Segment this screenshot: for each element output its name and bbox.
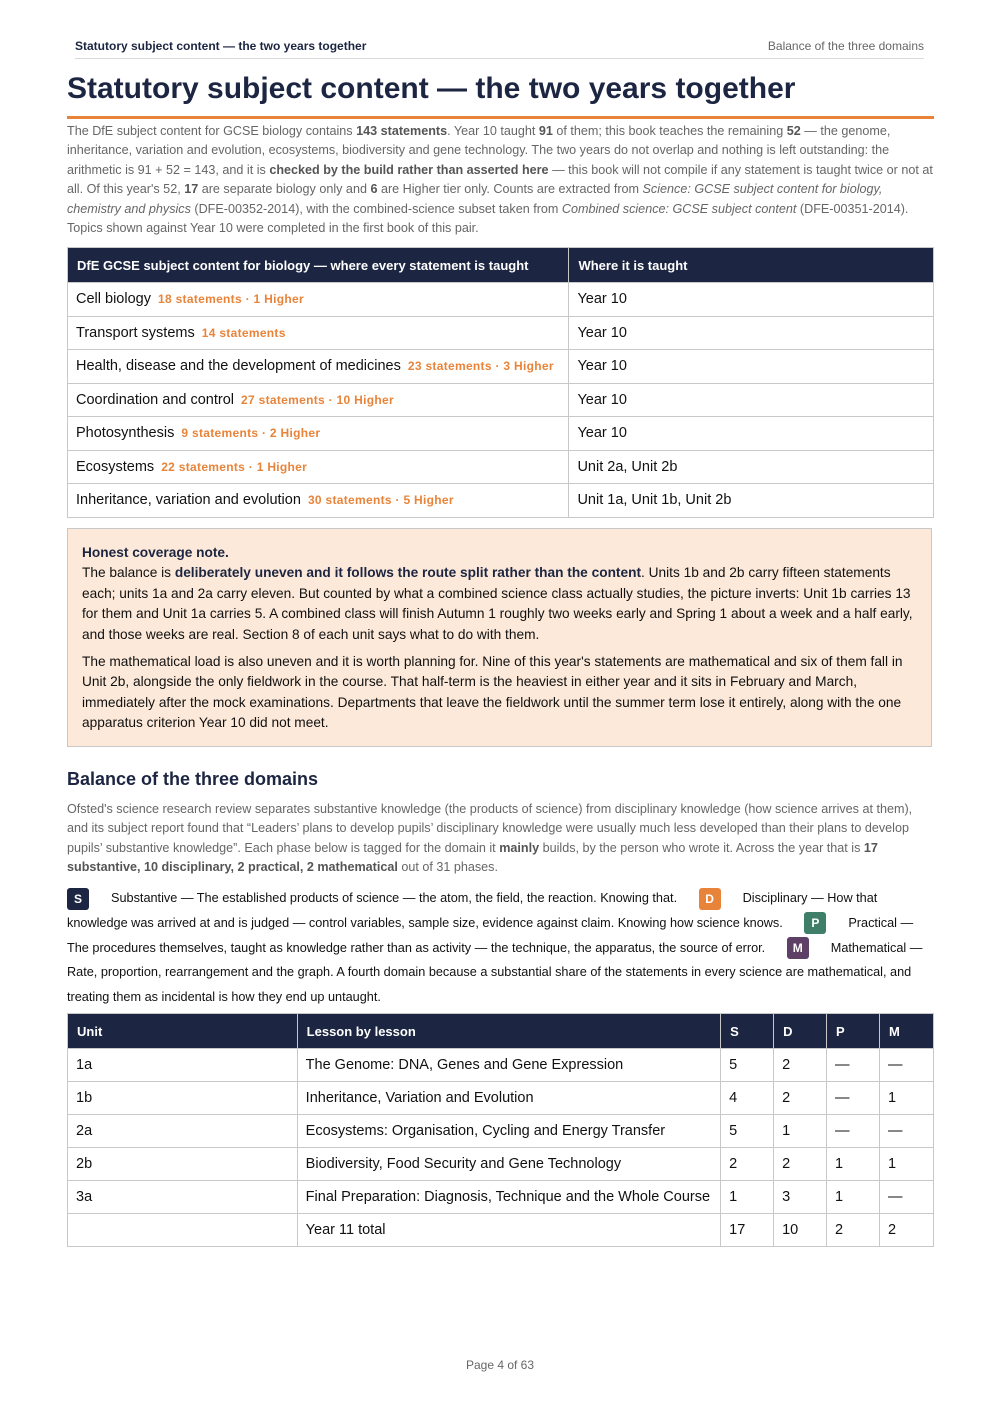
m-cell: 1: [879, 1148, 933, 1181]
table-row: [68, 1115, 934, 1148]
m-cell: 1: [879, 1082, 933, 1115]
topic-cell: [68, 383, 569, 417]
table-row: [68, 450, 934, 484]
intro-paragraph: The DfE subject content for GCSE biology contains 143 statements. Year 10 taught 91 of them; this book teaches the remaining 52 — the genome, inheritance, variation and evolution, ecosystems, biodiversity and gene technology. The two years do not overlap and nothing is left outstanding: the arithmetic is 91 + 52 = 143, and it is checked by the build rather than asserted here — this book will not compile if any statement is taught twice or not at all. Of this year's 52, 17 are separate biology only and 6 are Higher tier only. Counts are extracted from Science: GCSE subject content for biology, chemistry and physics (DFE-00352-2014), with the combined-science subset taken from Combined science: GCSE subject content (DFE-00351-2014). Topics shown against Year 10 were completed in the first book of this pair.: [67, 124, 933, 236]
s-cell: 4: [721, 1082, 774, 1115]
column-header-s: S: [721, 1014, 774, 1049]
p-cell: 1: [827, 1148, 880, 1181]
unit-cell: 2a: [68, 1115, 298, 1148]
p-cell: —: [827, 1082, 880, 1115]
table-row-total: [68, 1214, 934, 1247]
topic-cell: [68, 417, 569, 451]
d-cell: 2: [774, 1148, 827, 1181]
p-cell: 1: [827, 1181, 880, 1214]
running-header-right: Balance of the three domains: [767, 39, 924, 53]
legend-text: Practical — The procedures themselves, taught as knowledge rather than as activity — the technique, the apparatus, the source of error.: [67, 915, 914, 955]
lesson-cell: Year 11 total: [297, 1214, 720, 1247]
m-cell: —: [879, 1049, 933, 1082]
where-taught-cell: Year 10: [569, 350, 934, 384]
lesson-cell: Ecosystems: Organisation, Cycling and Energy Transfer: [297, 1115, 720, 1148]
unit-cell: 1a: [68, 1049, 298, 1082]
table-row: [68, 1049, 934, 1082]
table-row: [68, 350, 934, 384]
column-header-content: DfE GCSE subject content for biology — where every statement is taught: [68, 248, 569, 283]
page-title: Statutory subject content — the two years together: [67, 70, 934, 119]
substantive-badge-icon: S: [67, 888, 89, 910]
unit-cell: 1b: [68, 1082, 298, 1115]
domain-balance-table: [67, 1013, 934, 1247]
coverage-table: [67, 247, 934, 518]
topic-name: Inheritance, variation and evolution: [76, 492, 301, 509]
lesson-cell: Inheritance, Variation and Evolution: [297, 1082, 720, 1115]
table-row: [68, 1181, 934, 1214]
m-cell: —: [879, 1181, 933, 1214]
topic-cell: [68, 316, 569, 350]
callout-paragraph: The balance is deliberately uneven and it follows the route split rather than the content. Units 1b and 2b carry fifteen statements each; units 1a and 2a carry eleven. But counted by what a combined science class actually studies, the picture inverts: Unit 1b carries 13 for them and Unit 1a carries 5. A combined class will finish Autumn 1 roughly two weeks early and Spring 1 about a week and a half early, and those weeks are real. Section 8 of each unit says what to do with them.: [82, 565, 913, 642]
statement-count-tag: 22 statements · 1 Higher: [161, 459, 308, 474]
d-cell: 1: [774, 1115, 827, 1148]
topic-name: Transport systems: [76, 324, 195, 341]
table-row: [68, 484, 934, 518]
column-header-lesson: Lesson by lesson: [297, 1014, 720, 1049]
table-row: [68, 1148, 934, 1181]
statement-count-tag: 27 statements · 10 Higher: [241, 392, 394, 407]
topic-name: Cell biology: [76, 291, 151, 308]
where-taught-cell: Year 10: [569, 417, 934, 451]
mathematical-badge-icon: M: [787, 937, 809, 959]
s-cell: 17: [721, 1214, 774, 1247]
page-number: Page 4 of 63: [465, 1358, 535, 1372]
balance-table-header: [68, 1014, 934, 1049]
coverage-note-callout: [67, 528, 932, 747]
topic-name: Coordination and control: [76, 391, 234, 408]
disciplinary-badge-icon: D: [699, 888, 721, 910]
topic-cell: [68, 450, 569, 484]
m-cell: 2: [879, 1214, 933, 1247]
column-header-m: M: [879, 1014, 933, 1049]
p-cell: 2: [827, 1214, 880, 1247]
table-row: [68, 417, 934, 451]
running-header: [75, 37, 924, 59]
topic-cell: [68, 283, 569, 317]
table-row: [68, 1082, 934, 1115]
lesson-cell: Biodiversity, Food Security and Gene Technology: [297, 1148, 720, 1181]
unit-cell: 3a: [68, 1181, 298, 1214]
d-cell: 3: [774, 1181, 827, 1214]
column-header-p: P: [827, 1014, 880, 1049]
d-cell: 10: [774, 1214, 827, 1247]
legend-text: Disciplinary — How that knowledge was arrived at and is judged — control variables, sample size, evidence against claim. Knowing how science knows.: [67, 891, 878, 930]
topic-name: Ecosystems: [76, 458, 155, 475]
where-taught-cell: Year 10: [569, 383, 934, 417]
topic-cell: [68, 484, 569, 518]
legend-text: Mathematical — Rate, proportion, rearrangement and the graph. A fourth domain because a substantial share of the statements in every science are mathematical, and treating them as incidental is how they end up untaught.: [67, 940, 923, 1005]
statement-count-tag: 9 statements · 2 Higher: [181, 426, 321, 441]
p-cell: —: [827, 1115, 880, 1148]
column-header-unit: Unit: [68, 1014, 298, 1049]
where-taught-cell: Year 10: [569, 316, 934, 350]
review-paragraph: Ofsted's science research review separates substantive knowledge (the products of science) from disciplinary knowledge (how science arrives at them), and its subject report found that “Leaders’ plans to develop pupils’ disciplinary knowledge were usually much less developed than their plans to develop pupils’ substantive knowledge”. Each phase below is tagged for the domain it mainly builds, by the person who wrote it. Across the year that is 17 substantive, 10 disciplinary, 2 practical, 2 mathematical out of 31 phases.: [67, 802, 913, 875]
lesson-cell: The Genome: DNA, Genes and Gene Expression: [297, 1049, 720, 1082]
legend-item-substantive: [67, 891, 677, 905]
unit-cell: 2b: [68, 1148, 298, 1181]
statement-count-tag: 30 statements · 5 Higher: [307, 493, 454, 508]
legend-text: Substantive — The established products of science — the atom, the field, the reaction. Knowing that.: [111, 891, 678, 905]
m-cell: —: [879, 1115, 933, 1148]
statement-count-tag: 23 statements · 3 Higher: [407, 359, 554, 374]
section-heading: Balance of the three domains: [67, 769, 319, 789]
unit-cell: [68, 1214, 298, 1247]
where-taught-cell: Unit 1a, Unit 1b, Unit 2b: [569, 484, 934, 518]
column-header-where: Where it is taught: [569, 248, 934, 283]
domain-legend: [67, 886, 934, 1010]
where-taught-cell: Year 10: [569, 283, 934, 317]
topic-cell: [68, 350, 569, 384]
callout-paragraph: The mathematical load is also uneven and it is worth planning for. Nine of this year's statements are mathematical and six of them fall in Unit 2b, alongside the only fieldwork in the course. That half-term is the heaviest in either year and it sits in February and March, immediately after the mock examinations. Departments that leave the fieldwork until the summer term lose it entirely, along with the one apparatus criterion Year 10 did not meet.: [82, 654, 903, 731]
statement-count-tag: 14 statements: [201, 325, 286, 340]
running-header-left: Statutory subject content — the two years together: [75, 39, 367, 53]
statement-count-tag: 18 statements · 1 Higher: [158, 292, 304, 307]
table-row: [68, 283, 934, 317]
practical-badge-icon: P: [804, 912, 826, 934]
d-cell: 2: [774, 1049, 827, 1082]
callout-title: Honest coverage note.: [82, 545, 229, 560]
topic-name: Photosynthesis: [76, 425, 175, 442]
column-header-d: D: [774, 1014, 827, 1049]
d-cell: 2: [774, 1082, 827, 1115]
s-cell: 2: [721, 1148, 774, 1181]
p-cell: —: [827, 1049, 880, 1082]
s-cell: 5: [721, 1049, 774, 1082]
coverage-table-header: [68, 248, 934, 283]
table-row: [68, 316, 934, 350]
table-row: [68, 383, 934, 417]
s-cell: 5: [721, 1115, 774, 1148]
where-taught-cell: Unit 2a, Unit 2b: [569, 450, 934, 484]
lesson-cell: Final Preparation: Diagnosis, Technique and the Whole Course: [297, 1181, 720, 1214]
topic-name: Health, disease and the development of medicines: [76, 358, 401, 375]
s-cell: 1: [721, 1181, 774, 1214]
